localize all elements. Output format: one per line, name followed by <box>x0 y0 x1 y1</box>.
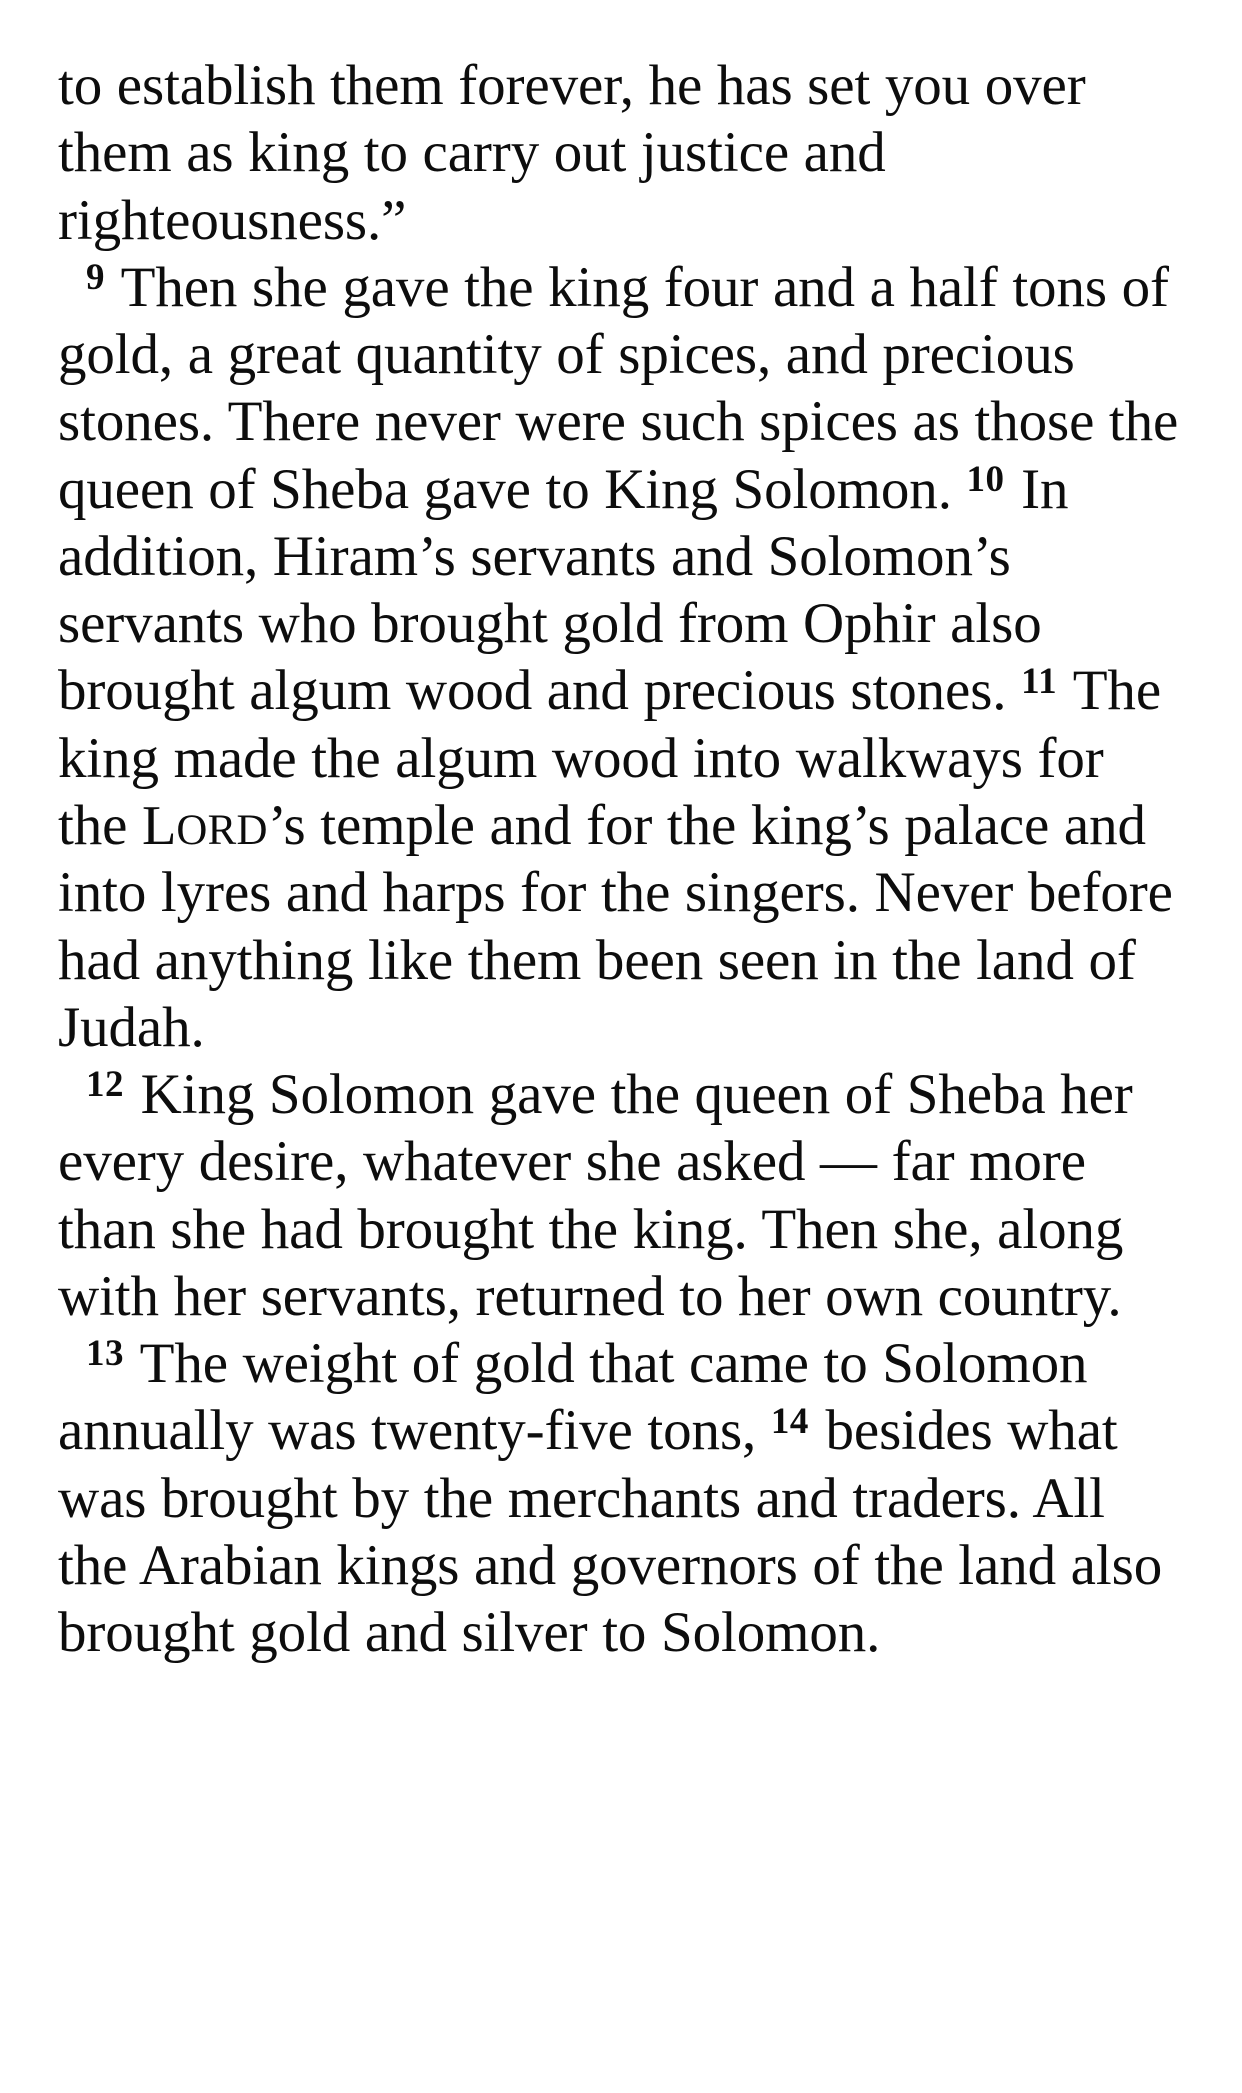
scripture-text-run: to establish them forever, he has set you over them as king to carry out justice and righteousness.” <box>58 54 1086 252</box>
divine-name-initial: L <box>142 794 177 857</box>
verse-number[interactable]: 11 <box>1021 660 1058 702</box>
scripture-text-run: Then she gave the king four and a half tons of gold, a great quantity of spices, and precious stones. There never were such spices as those the queen of Sheba gave to King Solomon. <box>58 255 1179 521</box>
verse-number[interactable]: 14 <box>770 1400 809 1442</box>
verse-number[interactable]: 9 <box>86 257 105 299</box>
scripture-text-body <box>58 52 1182 1666</box>
divine-name-lord <box>142 795 268 857</box>
scripture-text-run: In addition, Hiram’s servants and Solomon’s servants who brought gold from Ophir also brought algum wood and precious stones. <box>58 457 1069 723</box>
scripture-text-run: The weight of gold that came to Solomon annually was twenty-five tons, <box>58 1332 1088 1463</box>
verse-number[interactable]: 13 <box>86 1333 124 1375</box>
verse-number[interactable]: 12 <box>86 1064 124 1106</box>
scripture-paragraph <box>58 254 1182 1061</box>
verse-number[interactable]: 10 <box>966 458 1005 500</box>
scripture-text-run: besides what was brought by the merchants and traders. All the Arabian kings and governors of the land also brought gold and silver to Solomon. <box>58 1399 1163 1665</box>
scripture-paragraph <box>58 1061 1182 1330</box>
scripture-text-run: King Solomon gave the queen of Sheba her every desire, whatever she asked — far more than she had brought the king. Then she, along with her servants, returned to her own country. <box>58 1063 1133 1328</box>
divine-name-smallcaps: ORD <box>176 806 268 854</box>
scripture-text-run: ’s temple and for the king’s palace and into lyres and harps for the singers. Never before had anything like them been seen in the land of Judah. <box>58 793 1173 1059</box>
scripture-paragraph <box>58 52 1182 254</box>
scripture-paragraph <box>58 1330 1182 1666</box>
scripture-text-run: The king made the algum wood into walkways for the <box>58 659 1162 857</box>
